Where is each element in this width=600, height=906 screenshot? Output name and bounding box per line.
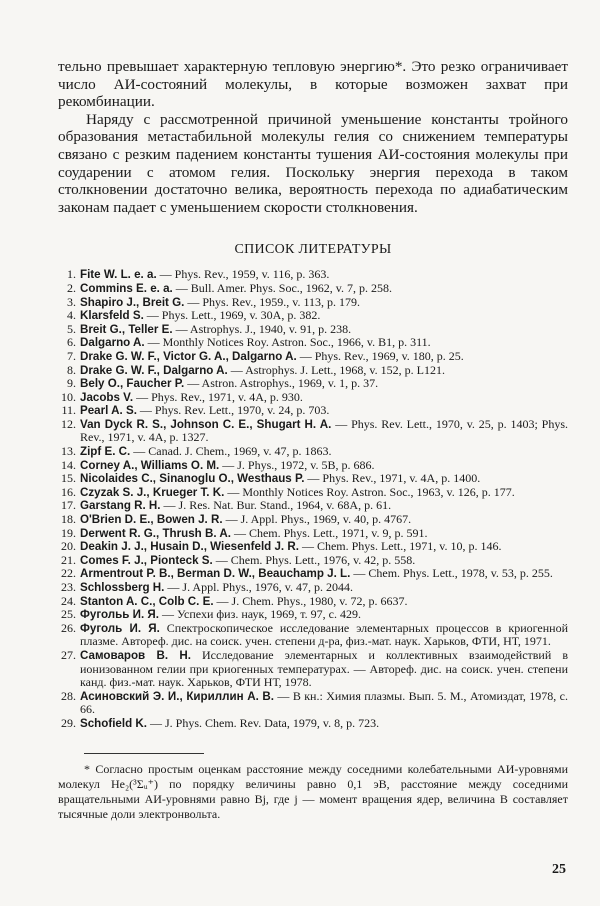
reference-text xyxy=(80,486,568,500)
reference-source: — В кн.: Химия плазмы. Вып. 5. М., Атомиздат, 1978, с. 66. xyxy=(80,688,568,717)
reference-source: — J. Appl. Phys., 1969, v. 40, p. 4767. xyxy=(222,512,412,527)
reference-source: — Успехи физ. наук, 1969, т. 97, с. 429. xyxy=(158,607,361,622)
reference-item xyxy=(58,404,568,418)
reference-text xyxy=(80,377,568,391)
reference-item xyxy=(58,418,568,445)
reference-text xyxy=(80,350,568,364)
body-text xyxy=(58,58,568,216)
reference-number: 1. xyxy=(67,267,76,282)
reference-source: — Astrophys. J., 1940, v. 91, p. 238. xyxy=(172,321,352,336)
reference-authors: Klarsfeld S. xyxy=(80,309,144,323)
reference-number: 20. xyxy=(61,539,76,554)
reference-number: 25. xyxy=(61,607,76,622)
reference-source: — Phys. Rev., 1959, v. 116, p. 363. xyxy=(156,267,330,282)
reference-text xyxy=(80,268,568,282)
reference-number: 27. xyxy=(61,647,76,662)
reference-text xyxy=(80,499,568,513)
reference-item xyxy=(58,622,568,649)
reference-number: 8. xyxy=(67,362,76,377)
reference-source: — J. Res. Nat. Bur. Stand., 1964, v. 68A, p. 61. xyxy=(160,498,392,513)
reference-item xyxy=(58,554,568,568)
reference-authors: Derwent R. G., Thrush B. A. xyxy=(80,526,231,540)
reference-item xyxy=(58,391,568,405)
reference-source: — J. Phys. Chem. Rev. Data, 1979, v. 8, p. 723. xyxy=(147,715,380,730)
reference-number: 23. xyxy=(61,580,76,594)
reference-authors: O'Brien D. E., Bowen J. R. xyxy=(80,513,223,527)
reference-number: 13. xyxy=(61,444,76,459)
reference-item xyxy=(58,581,568,595)
reference-authors: Fite W. L. e. a. xyxy=(80,268,157,282)
reference-source: — Monthly Notices Roy. Astron. Soc., 1963, v. 126, p. 177. xyxy=(224,484,515,499)
reference-text xyxy=(80,567,568,581)
reference-item xyxy=(58,527,568,541)
reference-text xyxy=(80,445,568,459)
reference-authors: Bely O., Faucher P. xyxy=(80,377,185,391)
reference-item xyxy=(58,717,568,731)
reference-text xyxy=(80,309,568,323)
reference-item xyxy=(58,459,568,473)
reference-number: 21. xyxy=(61,552,76,567)
reference-item xyxy=(58,486,568,500)
footnote: * Согласно простым оценкам расстояние между соседними колебательными АИ-уровнями молекул He₂(³Σᵤ⁺) по порядку величины равно 0,1 эВ, расстояние между соседними вращательными АИ-уровнями равно Bj, где j — момент вращения ядер, величина B составляет тысячные доли электронвольта. xyxy=(58,761,568,821)
reference-text xyxy=(80,323,568,337)
reference-item xyxy=(58,336,568,350)
reference-text xyxy=(80,364,568,378)
reference-text xyxy=(80,717,568,731)
reference-authors: Breit G., Teller E. xyxy=(80,322,173,336)
reference-item xyxy=(58,513,568,527)
reference-text xyxy=(80,540,568,554)
reference-authors: Nicolaides C., Sinanoglu O., Westhaus P. xyxy=(80,472,305,486)
reference-number: 12. xyxy=(61,416,76,431)
reference-text xyxy=(80,336,568,350)
reference-text xyxy=(80,690,568,717)
reference-text xyxy=(80,513,568,527)
references-title: СПИСОК ЛИТЕРАТУРЫ xyxy=(234,242,392,258)
reference-item xyxy=(58,377,568,391)
reference-authors: Deakin J. J., Husain D., Wiesenfeld J. R. xyxy=(80,540,299,554)
reference-authors: Commins E. e. a. xyxy=(80,281,173,295)
reference-item xyxy=(58,282,568,296)
reference-number: 19. xyxy=(61,525,76,540)
reference-authors: Garstang R. H. xyxy=(80,499,161,513)
reference-number: 17. xyxy=(61,498,76,513)
reference-source: — Canad. J. Chem., 1969, v. 47, p. 1863. xyxy=(130,444,332,459)
reference-source: — Astrophys. J. Lett., 1968, v. 152, p. L121. xyxy=(227,362,445,377)
reference-authors: Jacobs V. xyxy=(80,390,134,404)
reference-authors: Shapiro J., Breit G. xyxy=(80,295,185,309)
reference-text xyxy=(80,608,568,622)
reference-source: — Phys. Rev. Lett., 1970, v. 25, p. 1403; Phys. Rev., 1971, v. 4A, p. 1327. xyxy=(80,416,568,445)
reference-text xyxy=(80,404,568,418)
reference-authors: Фугольь И. Я. xyxy=(80,608,159,622)
reference-text xyxy=(80,459,568,473)
reference-source: — Chem. Phys. Lett., 1971, v. 10, p. 146. xyxy=(298,539,502,554)
reference-number: 29. xyxy=(61,715,76,730)
reference-number: 5. xyxy=(67,321,76,336)
reference-text xyxy=(80,296,568,310)
reference-authors: Фуголь И. Я. xyxy=(80,621,160,635)
reference-item xyxy=(58,309,568,323)
reference-source: — Chem. Phys. Lett., 1978, v. 53, p. 255. xyxy=(350,566,553,581)
reference-text xyxy=(80,649,568,690)
paragraph-2: Наряду с рассмотренной причиной уменьшение константы тройного образования метастабильной молекулы гелия со снижением температуры связано с резким падением константы тушения АИ-состояния молекулы при соударении с атомом гелия. Поскольку энергия перехода в таком столкновении достаточно велика, вероятность перехода по адиабатическим законам падает с уменьшением скорости столкновения. xyxy=(58,110,568,216)
reference-authors: Corney A., Williams O. M. xyxy=(80,458,220,472)
reference-text xyxy=(80,622,568,649)
reference-source: — Bull. Amer. Phys. Soc., 1962, v. 7, p. 258. xyxy=(172,280,393,295)
reference-item xyxy=(58,323,568,337)
reference-number: 14. xyxy=(61,457,76,472)
reference-item xyxy=(58,608,568,622)
reference-item xyxy=(58,567,568,581)
reference-authors: Drake G. W. F., Victor G. A., Dalgarno A. xyxy=(80,349,297,363)
reference-source: — Phys. Lett., 1969, v. 30A, p. 382. xyxy=(143,308,321,323)
reference-authors: Comes F. J., Pionteck S. xyxy=(80,553,213,567)
reference-number: 6. xyxy=(67,335,76,350)
reference-number: 9. xyxy=(67,376,76,391)
reference-authors: Czyzak S. J., Krueger T. K. xyxy=(80,485,225,499)
reference-authors: Dalgarno A. xyxy=(80,336,145,350)
reference-authors: Armentrout P. B., Berman D. W., Beauchamp J. L. xyxy=(80,567,351,581)
reference-source: Исследование элементарных и коллективных взаимодействий в ионизованном гелии при криогенных температурах. — Автореф. дис. на соиск. учен. степени канд. физ.-мат. наук. Харьков, ФТИ НТ, 1978. xyxy=(80,647,569,690)
reference-number: 28. xyxy=(61,688,76,703)
reference-item xyxy=(58,445,568,459)
reference-item xyxy=(58,690,568,717)
reference-source: Спектроскопическое исследование элементарных процессов в криогенной плазме. Автореф. дис. на соиск. учен. степени д-ра, физ.-мат. наук. Харьков, ФТИ, НТ, 1971. xyxy=(80,620,568,649)
reference-item xyxy=(58,296,568,310)
reference-text xyxy=(80,595,568,609)
reference-source: — Phys. Rev., 1971, v. 4A, p. 930. xyxy=(133,389,303,404)
reference-text xyxy=(80,282,568,296)
reference-number: 18. xyxy=(61,512,76,527)
reference-number: 10. xyxy=(61,389,76,404)
footnote-divider xyxy=(84,753,204,754)
reference-item xyxy=(58,499,568,513)
reference-number: 4. xyxy=(67,308,76,323)
reference-text xyxy=(80,527,568,541)
reference-source: — Chem. Phys. Lett., 1971, v. 9, p. 591. xyxy=(230,525,428,540)
reference-item xyxy=(58,350,568,364)
reference-source: — Phys. Rev. Lett., 1970, v. 24, p. 703. xyxy=(136,403,330,418)
reference-authors: Pearl A. S. xyxy=(80,404,137,418)
references-list xyxy=(58,268,568,730)
reference-text xyxy=(80,472,568,486)
reference-number: 15. xyxy=(61,471,76,486)
reference-number: 11. xyxy=(61,403,76,418)
reference-number: 16. xyxy=(61,484,76,499)
reference-item xyxy=(58,595,568,609)
reference-authors: Van Dyck R. S., Johnson C. E., Shugart H. A. xyxy=(80,417,332,431)
reference-authors: Асиновский Э. И., Кириллин А. В. xyxy=(80,689,275,703)
reference-item xyxy=(58,472,568,486)
reference-source: — Chem. Phys. Lett., 1976, v. 42, p. 558. xyxy=(212,552,416,567)
reference-item xyxy=(58,540,568,554)
reference-authors: Schofield K. xyxy=(80,716,147,730)
reference-source: — Astron. Astrophys., 1969, v. 1, p. 37. xyxy=(184,376,379,391)
reference-text xyxy=(80,581,568,595)
reference-number: 24. xyxy=(61,593,76,608)
reference-source: — Monthly Notices Roy. Astron. Soc., 1966, v. B1, p. 311. xyxy=(144,335,431,350)
reference-source: — J. Appl. Phys., 1976, v. 47, p. 2044. xyxy=(164,580,353,594)
reference-number: 3. xyxy=(67,294,76,309)
reference-source: — Phys. Rev., 1969, v. 180, p. 25. xyxy=(296,348,464,363)
reference-authors: Drake G. W. F., Dalgarno A. xyxy=(80,363,228,377)
paragraph-1: тельно превышает характерную тепловую энергию*. Это резко ограничивает число АИ-состояний молекулы, в которые возможен захват при рекомбинации. xyxy=(58,58,568,111)
reference-item xyxy=(58,649,568,690)
reference-text xyxy=(80,554,568,568)
reference-number: 26. xyxy=(61,620,76,635)
reference-item xyxy=(58,364,568,378)
reference-authors: Zipf E. C. xyxy=(80,445,131,459)
reference-source: — Phys. Rev., 1959., v. 113, p. 179. xyxy=(184,294,361,309)
reference-source: — Phys. Rev., 1971, v. 4A, p. 1400. xyxy=(304,471,481,486)
reference-authors: Stanton A. C., Colb C. E. xyxy=(80,594,214,608)
reference-source: — J. Chem. Phys., 1980, v. 72, p. 6637. xyxy=(213,593,408,608)
reference-text xyxy=(80,391,568,405)
page-number: 25 xyxy=(552,862,566,877)
reference-number: 22. xyxy=(61,566,76,581)
reference-text xyxy=(80,418,568,445)
reference-source: — J. Phys., 1972, v. 5B, p. 686. xyxy=(219,457,375,472)
reference-authors: Schlossberg H. xyxy=(80,581,165,594)
reference-item xyxy=(58,268,568,282)
reference-number: 2. xyxy=(67,280,76,295)
reference-authors: Самоваров В. Н. xyxy=(80,648,191,662)
reference-number: 7. xyxy=(67,348,76,363)
